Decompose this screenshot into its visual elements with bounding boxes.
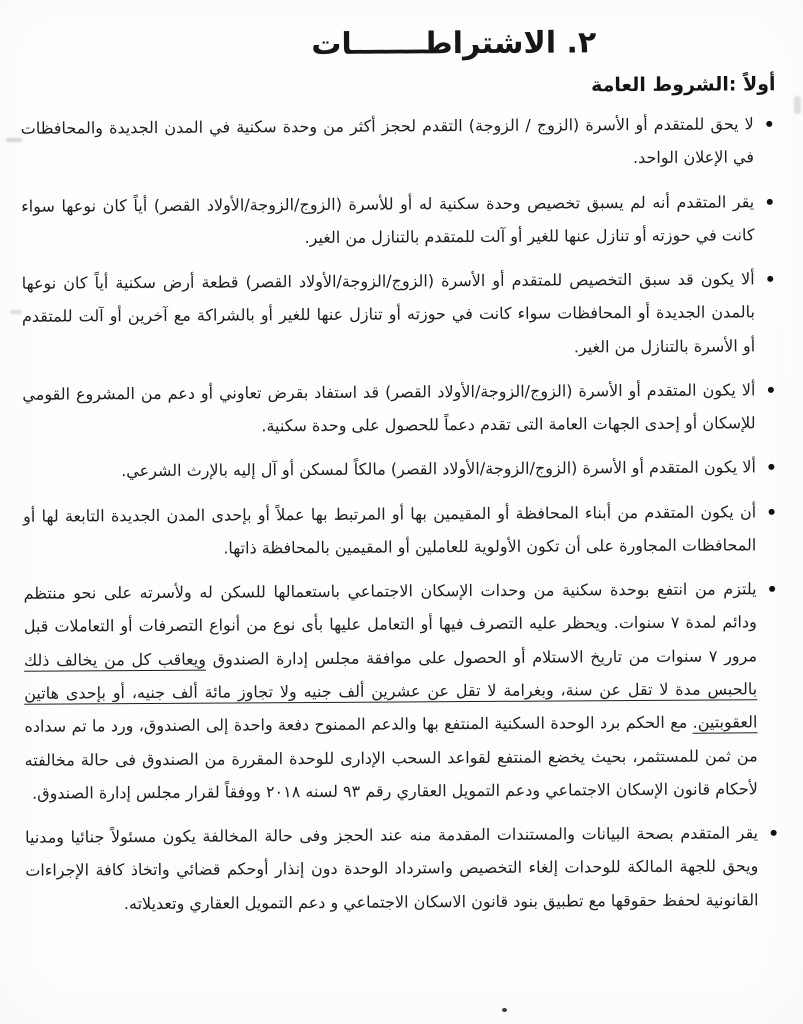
condition-text: ألا يكون المتقدم أو الأسرة (الزوج/الزوجة/الأولاد القصر) قد استفاد بقرض تعاوني أو دعم من المشروع القومي للإسكان أو إحدى الجهات العامة التى تقدم دعماً للحصول على وحدة سكنية. bbox=[22, 380, 756, 436]
condition-item-2 bbox=[21, 185, 778, 256]
bullet-dot-icon: • bbox=[763, 115, 775, 136]
condition-text: مع الحكم برد الوحدة السكنية المنتفع بها والدعم الممنوح دفعة واحدة إلى الصندوق، ورد ما تم سداده من ثمن للمستثمر، بحيث يخضع المنتفع لقواعد السحب الإدارى للوحدة المقررة من الصندوق فى حالة مخالفته لأحكام قانون الإسكان الاجتماعي ودعم التمويل العقاري رقم ٩٣ لسنه ٢٠١٨ ووفقاً لقرار مجلس إدارة الصندوق. bbox=[24, 712, 758, 803]
condition-item-1 bbox=[21, 107, 778, 178]
bullet-dot-icon: • bbox=[765, 381, 777, 402]
conditions-list bbox=[21, 107, 783, 920]
condition-item-3 bbox=[22, 262, 780, 366]
document-title: ٢. الاشتراطـــــــات bbox=[311, 25, 597, 63]
condition-text: أن يكون المتقدم من أبناء المحافظة أو المقيمين بها أو المرتبط بها عملاً أو بإحدى المدن الجديدة التابعة لها أو المحافظات المجاورة على أن تكون الأولوية للعاملين أو المقيمين بالمحافظة ذاتها. bbox=[23, 501, 757, 558]
condition-text: يقر المتقدم بصحة البيانات والمستندات المقدمة منه عند الحجز وفى حالة المخالفة يكون مسئولاً جنائيا ومدنيا ويحق للجهة المالكة للوحدات إلغاء التخصيص واسترداد الوحدة دون إنذار أوحكم قضائي واتخاذ كافة الإجراءات القانونية لحفظ حقوقها مع تطبيق بنود قانون الاسكان الاجتماعي و دعم التمويل العقاري وتعديلاته. bbox=[25, 823, 759, 913]
bullet-dot-icon: • bbox=[765, 458, 777, 479]
scan-edge-smudge bbox=[794, 96, 801, 114]
condition-text: يلتزم من انتفع بوحدة سكنية من وحدات الإسكان الاجتماعي باستعمالها للسكن له ولأسرته على نحو منتظم ودائم لمدة ٧ سنوات. ويحظر عليه التصرف فيها أو التعامل عليها بأى نوع من أنواع التصرفات أو التعاملات قبل مرور ٧ سنوات من تاريخ الاستلام أو الحصول على موافقة مجلس إدارة الصندوق bbox=[23, 579, 758, 669]
scan-edge-smudge bbox=[10, 310, 22, 314]
condition-text: يقر المتقدم أنه لم يسبق تخصيص وحدة سكنية له أو للأسرة (الزوج/الزوجة/الأولاد القصر) أياً كان نوعها سواء كانت في حوزته أو تنازل عنها للغير أو آلت للمتقدم بالتنازل من الغير. bbox=[21, 191, 755, 247]
condition-text: لا يحق للمتقدم أو الأسرة (الزوج / الزوجة) التقدم لحجز أكثر من وحدة سكنية في المدن الجديدة والمحافظات في الإعلان الواحد. bbox=[20, 114, 755, 168]
condition-item-4 bbox=[22, 373, 779, 444]
section-heading: أولاً :الشروط العامة bbox=[591, 73, 776, 97]
condition-item-6 bbox=[23, 495, 780, 566]
condition-item-7 bbox=[24, 572, 782, 809]
bullet-dot-icon: • bbox=[764, 270, 776, 291]
condition-item-8 bbox=[25, 816, 783, 920]
condition-text: ألا يكون قد سبق التخصيص للمتقدم أو الأسرة (الزوج/الزوجة/الأولاد القصر) قطعة أرض سكنية أياً كان نوعها بالمدن الجديدة أو المحافظات سواء كانت في حوزته أو تنازل عنها للغير أو بالشراكة مع آخرين أو آلت للمتقدم أو الأسرة بالتنازل من الغير. bbox=[21, 269, 756, 357]
condition-text-underlined-penalty: ويعاقب كل من يخالف ذلك بالحبس مدة لا تقل عن سنة، وبغرامة لا تقل عن عشرين ألف جنيه ولا تجاوز مائة ألف جنيه، أو بإحدى هاتين العقوبتين. bbox=[23, 649, 758, 732]
bullet-dot-icon: • bbox=[766, 502, 778, 523]
bullet-dot-icon: • bbox=[764, 192, 776, 213]
bullet-dot-icon: • bbox=[768, 824, 780, 845]
scan-edge-smudge bbox=[6, 138, 22, 142]
condition-text: ألا يكون المتقدم أو الأسرة (الزوج/الزوجة/الأولاد القصر) مالكاً لمسكن أو آل إليه بالإرث الشرعي. bbox=[121, 457, 756, 481]
condition-item-5 bbox=[23, 451, 780, 489]
bullet-dot-icon: • bbox=[766, 580, 778, 601]
scan-ink-dot-artifact bbox=[502, 1008, 507, 1012]
